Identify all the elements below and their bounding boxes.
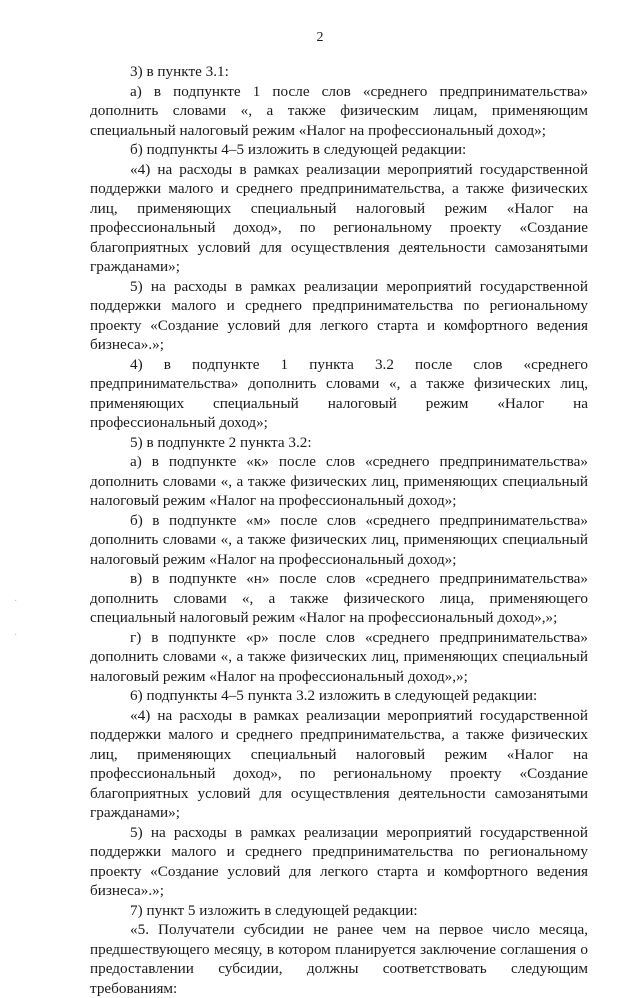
paragraph: «4) на расходы в рамках реализации мероприятий государственной поддержки малого и среднего предпринимательства, а также физических лиц, применяющих специальный налоговый режим «Налог на профессиональный доход», по региональному проекту «Создание благоприятных условий для осуществления деятельности самозанятыми гражданами»; (90, 160, 588, 275)
paragraph: 4) в подпункте 1 пункта 3.2 после слов «среднего предпринимательства» дополнить словами «, а также физических лиц, применяющих специальный налоговый режим «Налог на профессиональный доход»; (90, 355, 588, 431)
paragraph: а) в подпункте «к» после слов «среднего предпринимательства» дополнить словами «, а также физических лиц, применяющих специальный налоговый режим «Налог на профессиональный доход»; (90, 453, 588, 509)
paragraph: 6) подпункты 4–5 пункта 3.2 изложить в следующей редакции: (130, 687, 538, 704)
paragraph: а) в подпункте 1 после слов «среднего предпринимательства» дополнить словами «, а также физическим лицам, применяющим специальный налоговый режим «Налог на профессиональный доход»; (90, 82, 588, 139)
page-number: 2 (316, 30, 324, 45)
paragraph: б) подпункты 4–5 изложить в следующей редакции: (130, 141, 467, 158)
paragraph: 7) пункт 5 изложить в следующей редакции: (130, 901, 418, 919)
document-body (90, 62, 588, 998)
paragraph: б) в подпункте «м» после слов «среднего предпринимательства» дополнить словами «, а также физических лиц, применяющих специальный налоговый режим «Налог на профессиональный доход»; (90, 511, 588, 568)
paragraph: 5) в подпункте 2 пункта 3.2: (130, 433, 312, 451)
paragraph: 5) на расходы в рамках реализации мероприятий государственной поддержки малого и среднего предпринимательства по региональному проекту «Создание условий для легкого старта и комфортного ведения бизнеса».»; (90, 823, 588, 899)
paragraph: «5. Получатели субсидии не ранее чем на первое число месяца, предшествующего месяцу, в котором планируется заключение соглашения о предоставлении субсидии, должны соответствовать следующим требованиям: (90, 921, 588, 997)
paragraph: «4) на расходы в рамках реализации мероприятий государственной поддержки малого и среднего предпринимательства, а также физических лиц, применяющих специальный налоговый режим «Налог на профессиональный доход», по региональному проекту «Создание благоприятных условий для осуществления деятельности самозанятыми гражданами»; (90, 706, 588, 821)
paragraph: 3) в пункте 3.1: (130, 63, 229, 80)
scan-artifact: · (14, 630, 18, 641)
paragraph: в) в подпункте «н» после слов «среднего предпринимательства» дополнить словами «, а также физического лица, применяющего специальный налоговый режим «Налог на профессиональный доход»,»; (90, 570, 588, 626)
scan-artifact: · (14, 596, 18, 607)
paragraph: г) в подпункте «р» после слов «среднего предпринимательства» дополнить словами «, а также физических лиц, применяющих специальный налоговый режим «Налог на профессиональный доход»,»; (90, 628, 588, 685)
paragraph: 5) на расходы в рамках реализации мероприятий государственной поддержки малого и среднего предпринимательства по региональному проекту «Создание условий для легкого старта и комфортного ведения бизнеса».»; (90, 277, 588, 353)
